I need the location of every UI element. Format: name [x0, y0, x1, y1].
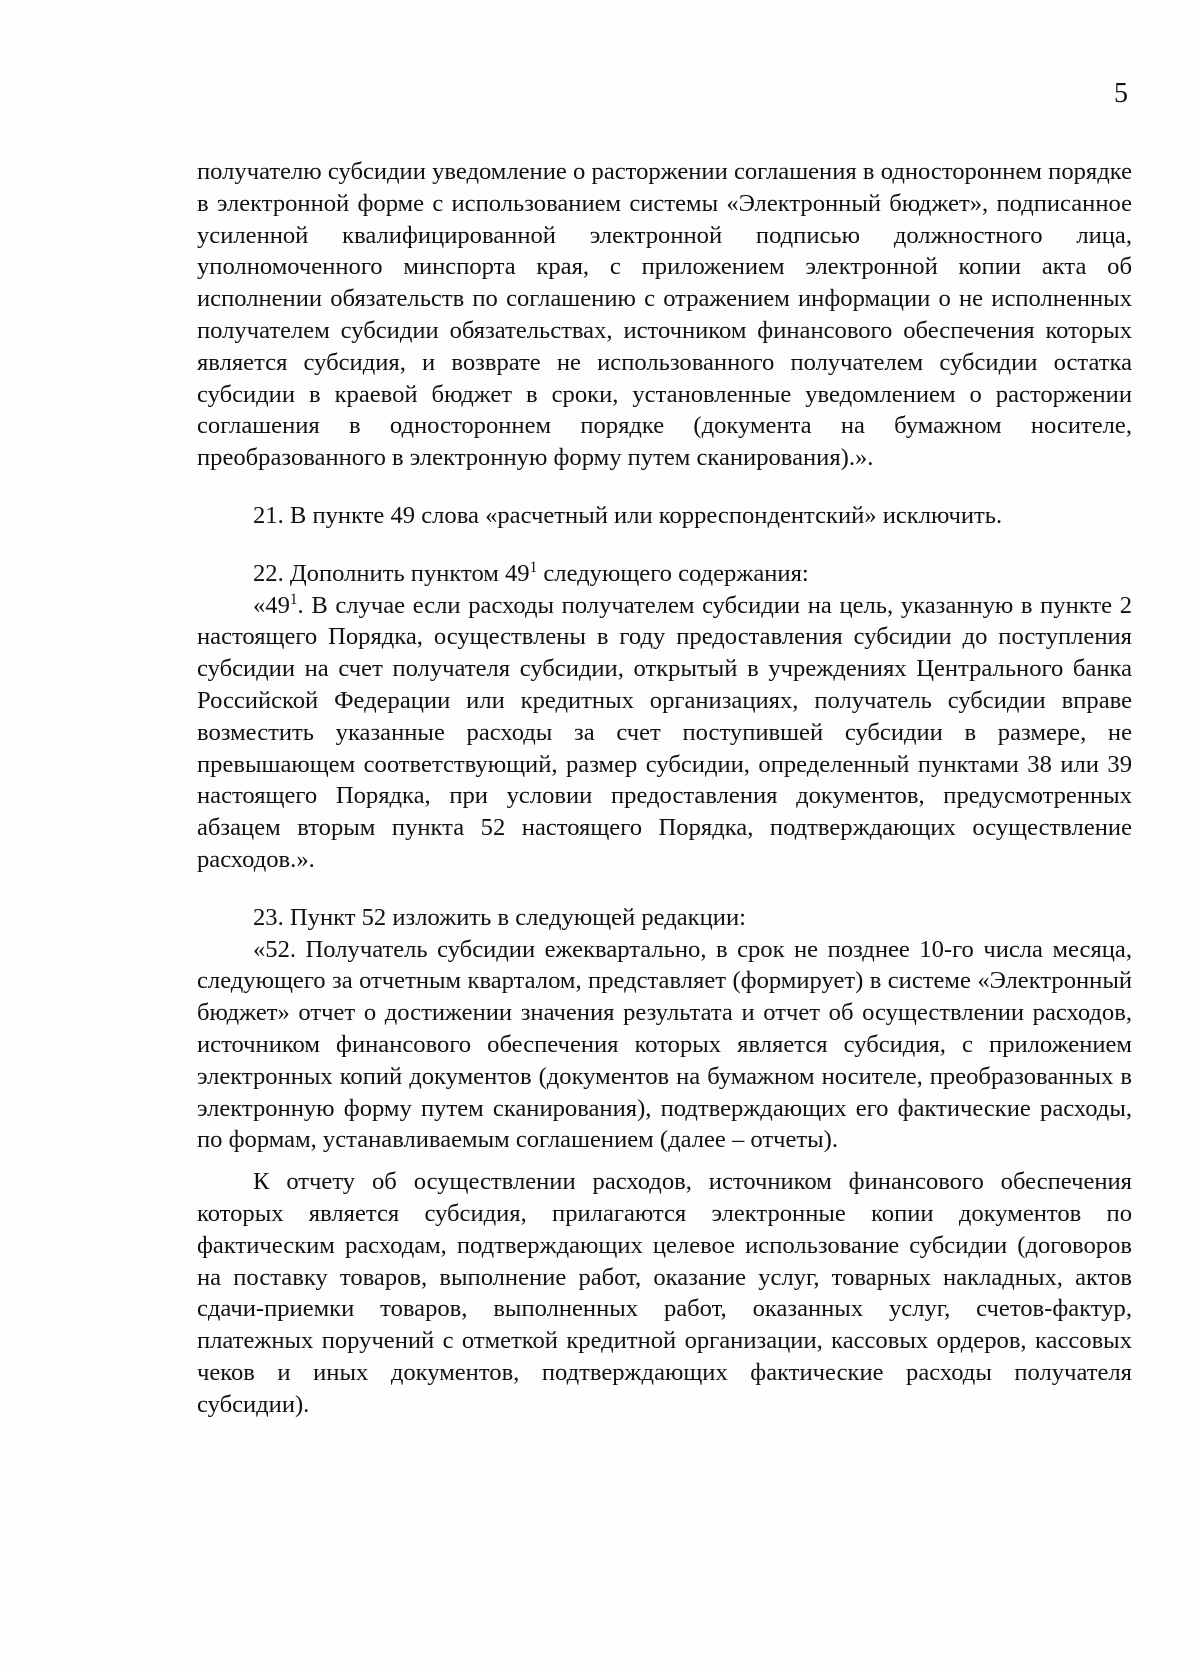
superscript: 1	[529, 558, 538, 576]
point-49-1-text: . В случае если расходы получателем субсидии на цель, указанную в пункте 2 настоящего Порядка, осуществлены в году предоставления субсидии до поступления субсидии на счет получателя субсидии, открытый в учреждениях Центрального банка Российской Федерации или кредитных организациях, получатель субсидии вправе возместить указанные расходы за счет поступившей субсидии в размере, не превышающем соответствующий, размер субсидии, определенный пунктами 38 или 39 настоящего Порядка, при условии предоставления документов, предусмотренных абзацем вторым пункта 52 настоящего Порядка, подтверждающих осуществление расходов.».	[197, 591, 1132, 873]
item-22-text: 22. Дополнить пунктом 49	[253, 559, 530, 587]
paragraph-item-23: 23. Пункт 52 изложить в следующей редакции:	[253, 903, 746, 931]
page-number: 5	[1114, 78, 1128, 109]
paragraph-point-49-1	[197, 590, 1132, 876]
paragraph-item-22	[197, 558, 1132, 590]
paragraph-point-52: «52. Получатель субсидии ежеквартально, в срок не позднее 10-го числа месяца, следующего за отчетным кварталом, представляет (формирует) в системе «Электронный бюджет» отчет о достижении значения результата и отчет об осуществлении расходов, источником финансового обеспечения которых является субсидия, с приложением электронных копий документов (документов на бумажном носителе, преобразованных в электронную форму путем сканирования), подтверждающих его фактические расходы, по формам, устанавливаемым соглашением (далее – отчеты).	[197, 935, 1132, 1154]
paragraph-item-21: 21. В пункте 49 слова «расчетный или корреспондентский» исключить.	[253, 501, 1003, 529]
document-body	[197, 156, 1132, 1420]
paragraph-point-52-second: К отчету об осуществлении расходов, источником финансового обеспечения которых является субсидия, прилагаются электронные копии документов по фактическим расходам, подтверждающих целевое использование субсидии (договоров на поставку товаров, выполнение работ, оказание услуг, товарных накладных, актов сдачи-приемки товаров, выполненных работ, оказанных услуг, счетов-фактур, платежных поручений с отметкой кредитной организации, кассовых ордеров, кассовых чеков и иных документов, подтверждающих фактические расходы получателя субсидии).	[197, 1168, 1132, 1418]
superscript: 1	[289, 590, 298, 608]
point-49-1-start: «49	[253, 591, 290, 619]
item-22-text-end: следующего содержания:	[537, 559, 809, 587]
paragraph-continuation: получателю субсидии уведомление о расторжении соглашения в одностороннем порядке в электронной форме с использованием системы «Электронный бюджет», подписанное усиленной квалифицированной электронной подписью должностного лица, уполномоченного минспорта края, с приложением электронной копии акта об исполнении обязательств по соглашению с отражением информации о не исполненных получателем субсидии обязательствах, источником финансового обеспечения которых является субсидия, и возврате не использованного получателем субсидии остатка субсидии в краевой бюджет в сроки, установленные уведомлением о расторжении соглашения в одностороннем порядке (документа на бумажном носителе, преобразованного в электронную форму путем сканирования).».	[197, 158, 1132, 472]
